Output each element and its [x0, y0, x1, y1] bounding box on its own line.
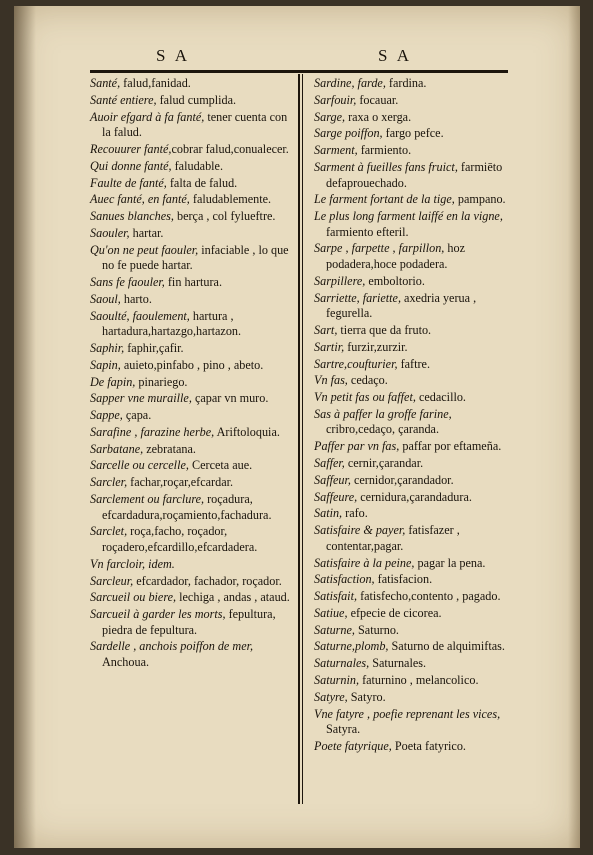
dictionary-entry [90, 209, 294, 225]
entry-headword: Sarcleur, [90, 573, 134, 588]
entry-headword: Sarclement ou farclure, [90, 491, 205, 506]
entry-definition: Satyro. [347, 689, 386, 704]
entry-definition: falud cumplida. [156, 92, 237, 107]
dictionary-entry [314, 209, 522, 240]
dictionary-entry [314, 606, 522, 622]
entry-definition: lechiga , andas , ataud. [176, 590, 290, 605]
entry-headword: Saturne,plomb, [314, 639, 389, 654]
dictionary-entry [314, 739, 522, 755]
header-left: S A [156, 46, 191, 65]
dictionary-entry [90, 93, 294, 109]
entry-definition: faphir,çafir. [124, 340, 184, 355]
entry-headword: Sarfouir, [314, 92, 357, 107]
entry-headword: Le farment fortant de la tige, [314, 192, 455, 207]
entry-definition: Satyra. [326, 722, 361, 737]
dictionary-entry [90, 639, 294, 670]
dictionary-entry [314, 76, 522, 92]
entry-headword: Vn fas, [314, 373, 348, 388]
dictionary-entry [314, 110, 522, 126]
entry-definition: falta de falud. [166, 175, 238, 190]
dictionary-entry [90, 358, 294, 374]
entry-headword: Vne fatyre , poefie reprenant les vices, [314, 706, 501, 721]
entry-headword: Saturnales, [314, 656, 370, 671]
left-column [90, 76, 294, 672]
entry-definition: cobrar falud,conualecer. [171, 141, 289, 156]
dictionary-entry [314, 556, 522, 572]
entry-headword: Sarclet, [90, 524, 128, 539]
dictionary-entry [90, 110, 294, 141]
entry-definition: axedria yerua , fegurella. [326, 290, 477, 321]
entry-definition: infaciable , lo que no fe puede hartar. [102, 242, 289, 273]
dictionary-entry [90, 341, 294, 357]
dictionary-entry [314, 506, 522, 522]
dictionary-entry [90, 607, 294, 638]
dictionary-entry [90, 590, 294, 606]
dictionary-entry [314, 340, 522, 356]
dictionary-entry [90, 275, 294, 291]
dictionary-entry [314, 160, 522, 191]
entry-headword: Sapper vne muraille, [90, 391, 192, 406]
entry-definition: tierra que da fruto. [337, 322, 432, 337]
entry-headword: Sarafine , farazine herbe, [90, 424, 215, 439]
dictionary-entry [90, 142, 294, 158]
dictionary-entry [314, 143, 522, 159]
dictionary-entry [314, 572, 522, 588]
entry-definition: fatisfazer , contentar,pagar. [326, 523, 460, 553]
entry-definition: cedacillo. [415, 390, 466, 405]
dictionary-entry [314, 93, 522, 109]
dictionary-entry [90, 243, 294, 274]
dictionary-entry [90, 475, 294, 491]
entry-definition: fargo pefce. [382, 126, 444, 141]
entry-headword: Saphir, [90, 340, 125, 355]
entry-headword: Satisfaire à la peine, [314, 555, 415, 570]
dictionary-entry [90, 492, 294, 523]
entry-definition: berça , col fylueftre. [173, 209, 276, 224]
dictionary-entry [314, 323, 522, 339]
entry-definition: efpecie de cicorea. [347, 605, 442, 620]
entry-headword: Saturnin, [314, 673, 360, 687]
entry-definition: rafo. [342, 506, 368, 521]
entry-headword: Qu'on ne peut faouler, [90, 242, 199, 257]
dictionary-entry [314, 126, 522, 142]
entry-headword: Sappe, [90, 408, 123, 423]
column-divider [298, 74, 300, 804]
column-divider-thin [302, 74, 303, 804]
entry-headword: Sarbatane, [90, 441, 144, 456]
entry-definition: faftre. [397, 356, 430, 371]
dictionary-entry [314, 192, 522, 208]
header-rule [90, 70, 508, 73]
entry-definition: paffar por eftameña. [399, 439, 502, 454]
entry-headword: Saouler, [90, 225, 130, 240]
dictionary-entry [90, 425, 294, 441]
entry-headword: Saturne, [314, 622, 355, 637]
dictionary-entry [90, 458, 294, 474]
entry-definition: hartura , hartadura,hartazgo,hartazon. [102, 308, 242, 339]
entry-headword: Sarment, [314, 143, 358, 158]
entry-headword: Sanues blanches, [90, 209, 174, 224]
entry-headword: Poete fatyrique, [314, 738, 392, 753]
entry-definition: cernidura,çarandadura. [357, 489, 472, 504]
entry-definition: falud,fanidad. [120, 76, 191, 90]
dictionary-entry [314, 656, 522, 672]
entry-definition: fardina. [385, 76, 427, 90]
entry-headword: Sarpillere, [314, 273, 366, 288]
entry-definition: tener cuenta con la falud. [102, 109, 288, 140]
dictionary-entry [314, 407, 522, 438]
entry-headword: Saoul, [90, 291, 121, 306]
entry-headword: Sardine, farde, [314, 76, 386, 90]
entry-definition: Saturnales. [369, 656, 427, 671]
entry-definition: fatisfacion. [374, 572, 433, 587]
entry-headword: Satisfait, [314, 589, 358, 604]
entry-headword: Saffeure, [314, 489, 358, 504]
entry-definition: pagar la pena. [414, 555, 486, 570]
entry-headword: Satisfaire & payer, [314, 523, 406, 538]
entry-headword: Sarge, [314, 109, 346, 124]
dictionary-entry [314, 274, 522, 290]
entry-headword: Auoir efgard à fa fanté, [90, 109, 205, 124]
dictionary-entry [90, 408, 294, 424]
entry-definition: harto. [120, 291, 152, 306]
entry-headword: Sarcelle ou cercelle, [90, 458, 189, 473]
entry-headword: Qui donne fanté, [90, 158, 172, 173]
entry-definition: roçadura, efcardadura,roçamiento,fachadura. [102, 491, 272, 522]
entry-headword: Sardelle , anchois poiffon de mer, [90, 639, 254, 654]
entry-definition: cedaço. [347, 373, 388, 388]
entry-headword: Sartir, [314, 339, 345, 354]
dictionary-entry [314, 473, 522, 489]
entry-definition: furzir,zurzir. [344, 339, 408, 354]
entry-headword: Sas à paffer la groffe farine, [314, 406, 452, 421]
entry-headword: Sarcueil à garder les morts, [90, 607, 226, 622]
entry-definition: cernir,çarandar. [344, 456, 424, 471]
entry-definition: Poeta fatyrico. [391, 738, 466, 753]
dictionary-entry [314, 707, 522, 738]
entry-headword: Satiue, [314, 605, 348, 620]
entry-definition: efcardador, fachador, roçador. [133, 573, 282, 588]
dictionary-entry [90, 192, 294, 208]
entry-headword: Sarment à fueilles fans fruict, [314, 159, 458, 174]
entry-headword: De fapin, [90, 374, 136, 389]
entry-definition: pampano. [454, 192, 506, 207]
entry-definition: pinariego. [135, 374, 188, 389]
entry-definition: focauar. [356, 92, 399, 107]
dictionary-entry [90, 159, 294, 175]
entry-headword: Sart, [314, 322, 338, 337]
entry-headword: Sapin, [90, 357, 121, 372]
entry-headword: Saffeur, [314, 472, 351, 487]
entry-definition: Saturno de alquimiftas. [388, 639, 505, 654]
dictionary-entry [314, 623, 522, 639]
entry-headword: Sarcler, [90, 475, 128, 490]
dictionary-entry [90, 524, 294, 555]
dictionary-entry [314, 241, 522, 272]
dictionary-entry [90, 442, 294, 458]
entry-definition: raxa o xerga. [345, 109, 412, 124]
entry-headword: Satyre, [314, 689, 348, 704]
dictionary-entry [314, 673, 522, 689]
dictionary-entry [314, 291, 522, 322]
dictionary-entry [314, 357, 522, 373]
dictionary-entry [90, 176, 294, 192]
dictionary-entry [90, 375, 294, 391]
dictionary-entry [314, 390, 522, 406]
entry-definition: fatisfecho,contento , pagado. [357, 589, 501, 604]
entry-definition: faludable. [171, 158, 224, 173]
entry-definition: cernidor,çarandador. [350, 472, 454, 487]
dictionary-entry [314, 490, 522, 506]
entry-headword: Sarriette, fariette, [314, 290, 401, 305]
header-right: S A [378, 46, 413, 65]
entry-headword: Saoulté, faoulement, [90, 308, 190, 323]
entry-definition: zebratana. [143, 441, 196, 456]
dictionary-entry [314, 690, 522, 706]
entry-definition: fachar,roçar,efcardar. [127, 475, 234, 490]
entry-headword: Sans fe faouler, [90, 275, 165, 289]
entry-headword: Sarge poiffon, [314, 126, 383, 141]
entry-headword: Saffer, [314, 456, 345, 471]
entry-headword: Santé, [90, 76, 121, 90]
dictionary-entry [314, 589, 522, 605]
page-edge-shadow [568, 6, 580, 848]
entry-headword: Sarcueil ou biere, [90, 590, 177, 605]
dictionary-entry [314, 639, 522, 655]
entry-definition: Saturno. [354, 622, 399, 637]
entry-headword: Satisfaction, [314, 572, 375, 587]
dictionary-entry [314, 523, 522, 554]
page-spine-shadow [14, 6, 36, 848]
entry-headword: Recouurer fanté, [90, 141, 172, 156]
entry-headword: Vn petit fas ou faffet, [314, 390, 416, 405]
entry-definition: fin hartura. [164, 275, 223, 289]
entry-definition: faludablemente. [189, 192, 272, 207]
dictionary-entry [90, 292, 294, 308]
dictionary-entry [90, 309, 294, 340]
entry-definition: çapar vn muro. [191, 391, 269, 406]
entry-headword: Sartre,coufturier, [314, 356, 398, 371]
dictionary-entry [314, 456, 522, 472]
dictionary-entry [90, 76, 294, 92]
entry-headword: Le plus long farment laiffé en la vigne, [314, 209, 503, 224]
entry-definition: hoz podadera,hoce podadera. [326, 241, 465, 272]
entry-definition: Cerceta aue. [188, 458, 253, 473]
dictionary-entry [90, 557, 294, 573]
running-header [86, 46, 506, 70]
entry-definition: farmiento efteril. [326, 224, 409, 239]
entry-definition: farmiēto defaprouechado. [326, 159, 503, 190]
entry-definition: cribro,cedaço, çaranda. [326, 422, 439, 437]
right-column [314, 76, 522, 756]
entry-definition: auieto,pinfabo , pino , abeto. [120, 357, 264, 372]
entry-definition: fepultura, piedra de fepultura. [102, 607, 276, 637]
entry-headword: Faulte de fanté, [90, 175, 167, 190]
entry-definition: Anchoua. [102, 655, 150, 670]
entry-definition: faturnino , melancolico. [359, 673, 479, 687]
entry-definition: emboltorio. [365, 273, 425, 288]
entry-definition: hartar. [129, 225, 164, 240]
entry-definition: Ariftoloquia. [214, 424, 280, 439]
dictionary-entry [90, 574, 294, 590]
entry-headword: Sarpe , farpette , farpillon, [314, 241, 445, 256]
entry-headword: Auec fanté, en fanté, [90, 192, 190, 207]
dictionary-entry [90, 391, 294, 407]
dictionary-entry [90, 226, 294, 242]
dictionary-entry [314, 439, 522, 455]
entry-headword: Paffer par vn fas, [314, 439, 400, 454]
entry-definition: farmiento. [357, 143, 412, 158]
dictionary-entry [314, 373, 522, 389]
entry-headword: Vn farcloir, idem. [90, 556, 175, 571]
entry-headword: Santé entiere, [90, 92, 157, 107]
entry-definition: roça,facho, roçador, roçadero,efcardillo,efcardadera. [102, 524, 258, 554]
entry-definition: çapa. [122, 408, 152, 423]
entry-headword: Satin, [314, 506, 343, 521]
